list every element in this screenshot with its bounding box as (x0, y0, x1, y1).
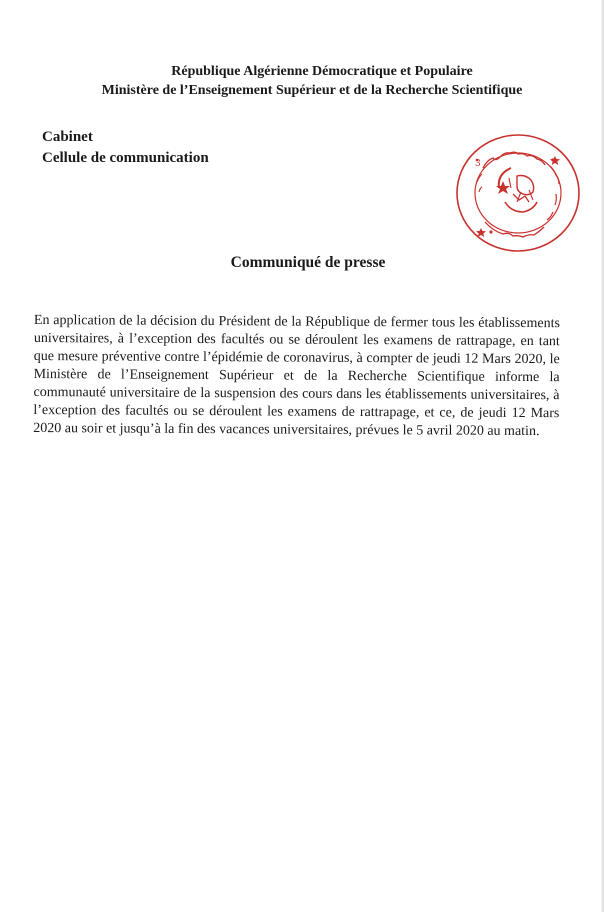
document-header (0, 62, 604, 100)
svg-text:3: 3 (475, 159, 481, 169)
sender-block (42, 127, 209, 169)
sender-cell: Cellule de communication (42, 150, 209, 166)
document-title: Communiqué de presse (230, 254, 386, 271)
official-seal-icon (455, 132, 581, 254)
header-republic: République Algérienne Démocratique et Populaire (171, 64, 473, 79)
header-ministry: Ministère de l’Enseignement Supérieur et de la Recherche Scientifique (101, 83, 523, 98)
press-release-body: En application de la décision du Président de la République de fermer tous les établissements universitaires, à l’exception des facultés ou se déroulent les examens de rattrapage, en tant que mesure préventive contre l’épidémie de coronavirus, à compter de jeudi 12 Mars 2020, le Ministère de l’Enseignement Supérieur et de la Recherche Scientifique informe la communauté universitaire de la suspension des cours dans les établissements universitaires, à l’exception des facultés ou se déroulent les examens de rattrapage, et ce, de jeudi 12 Mars 2020 au soir et jusqu’à la fin des vacances universitaires, prévues le 5 avril 2020 au matin. (33, 312, 560, 440)
sender-cabinet: Cabinet (42, 129, 93, 145)
